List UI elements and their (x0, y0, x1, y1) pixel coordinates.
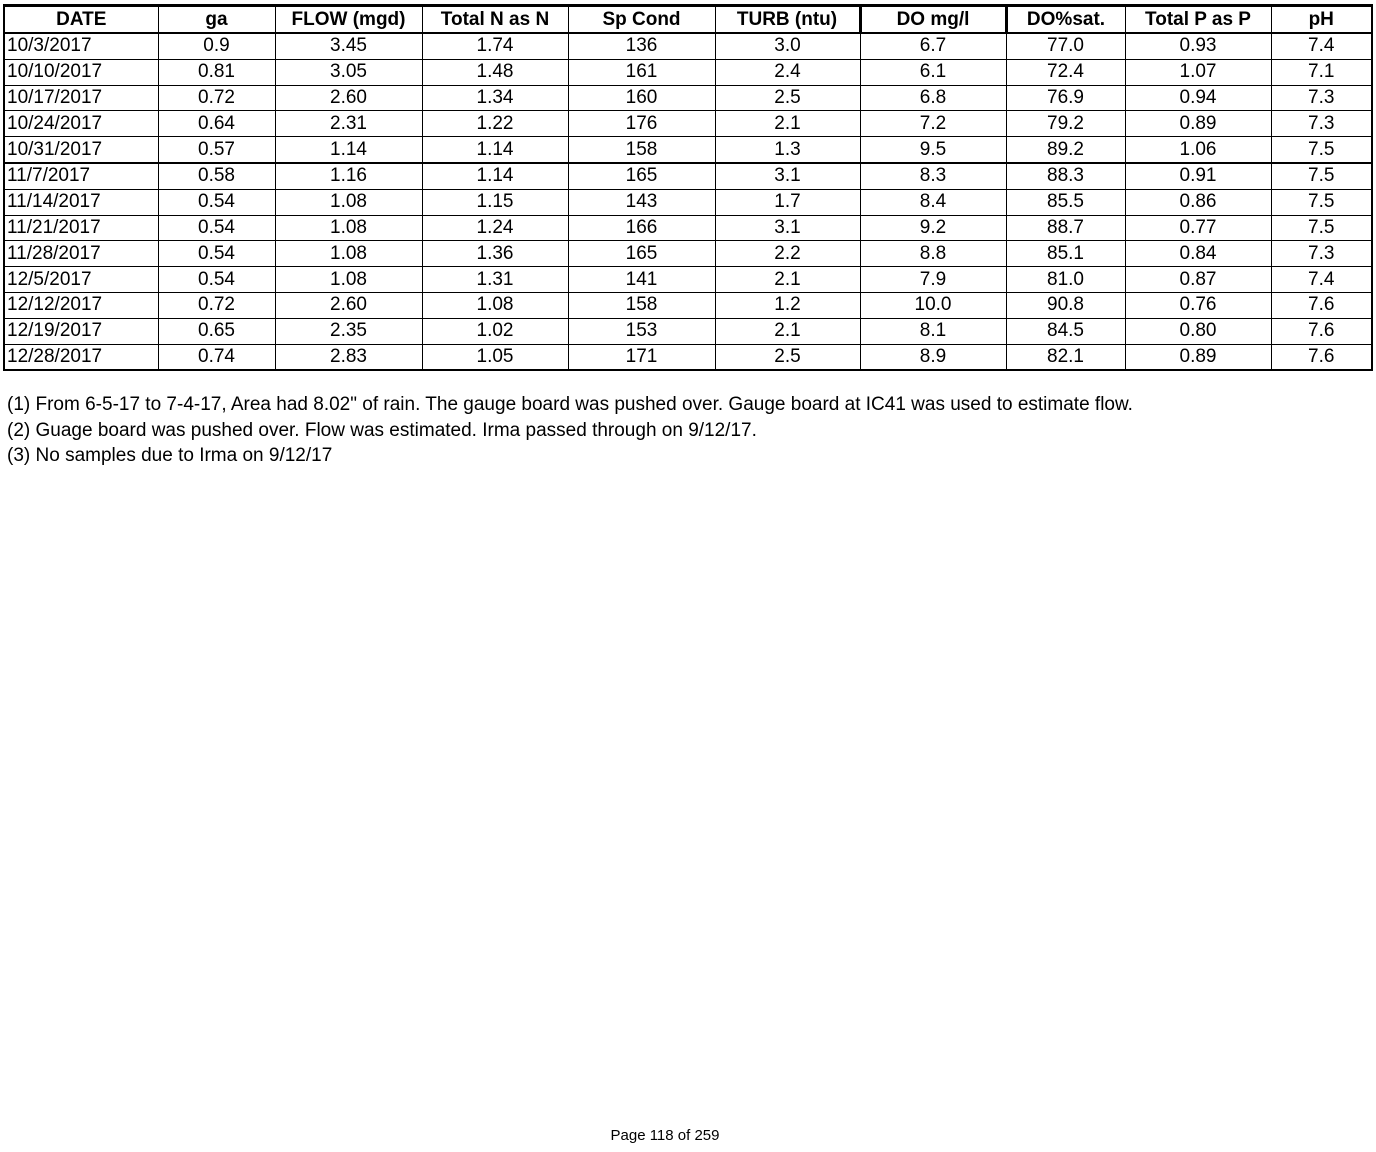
cell-ga: 0.58 (158, 163, 275, 189)
cell-flow: 2.35 (275, 318, 422, 344)
cell-total-n: 1.34 (422, 85, 568, 111)
cell-date: 11/7/2017 (4, 163, 158, 189)
cell-do-sat: 81.0 (1006, 267, 1125, 293)
cell-turb: 3.1 (715, 163, 860, 189)
cell-ph: 7.6 (1271, 344, 1372, 370)
cell-ph: 7.5 (1271, 137, 1372, 163)
cell-ga: 0.74 (158, 344, 275, 370)
cell-flow: 2.60 (275, 85, 422, 111)
table-row (4, 85, 1372, 111)
cell-sp-cond: 158 (568, 292, 715, 318)
cell-do-sat: 77.0 (1006, 33, 1125, 59)
column-header-do-mgl: DO mg/l (860, 6, 1006, 34)
cell-ph: 7.6 (1271, 318, 1372, 344)
table-row (4, 137, 1372, 163)
cell-date: 10/17/2017 (4, 85, 158, 111)
cell-turb: 2.2 (715, 241, 860, 267)
cell-turb: 1.3 (715, 137, 860, 163)
cell-ph: 7.4 (1271, 267, 1372, 293)
table-row (4, 111, 1372, 137)
cell-ga: 0.65 (158, 318, 275, 344)
cell-turb: 1.7 (715, 189, 860, 215)
cell-total-p: 0.93 (1125, 33, 1271, 59)
cell-do-sat: 84.5 (1006, 318, 1125, 344)
cell-sp-cond: 153 (568, 318, 715, 344)
cell-sp-cond: 160 (568, 85, 715, 111)
table-row (4, 215, 1372, 241)
cell-ph: 7.6 (1271, 292, 1372, 318)
cell-total-p: 0.91 (1125, 163, 1271, 189)
table-row (4, 267, 1372, 293)
cell-ga: 0.54 (158, 267, 275, 293)
cell-total-p: 0.89 (1125, 344, 1271, 370)
cell-date: 10/24/2017 (4, 111, 158, 137)
cell-ga: 0.9 (158, 33, 275, 59)
footnote-2: (2) Guage board was pushed over. Flow was estimated. Irma passed through on 9/12/17. (7, 419, 757, 441)
cell-flow: 1.16 (275, 163, 422, 189)
table-row (4, 163, 1372, 189)
cell-total-n: 1.36 (422, 241, 568, 267)
cell-sp-cond: 171 (568, 344, 715, 370)
cell-do-sat: 90.8 (1006, 292, 1125, 318)
column-header-do-sat: DO%sat. (1006, 6, 1125, 34)
cell-do-mgl: 6.8 (860, 85, 1006, 111)
cell-flow: 2.31 (275, 111, 422, 137)
footnote-3: (3) No samples due to Irma on 9/12/17 (7, 445, 333, 467)
cell-sp-cond: 158 (568, 137, 715, 163)
table-row (4, 33, 1372, 59)
cell-turb: 1.2 (715, 292, 860, 318)
cell-flow: 2.83 (275, 344, 422, 370)
cell-sp-cond: 141 (568, 267, 715, 293)
cell-turb: 2.5 (715, 85, 860, 111)
table-row (4, 292, 1372, 318)
cell-flow: 1.08 (275, 215, 422, 241)
cell-ga: 0.72 (158, 85, 275, 111)
cell-ga: 0.81 (158, 59, 275, 85)
cell-total-p: 0.94 (1125, 85, 1271, 111)
cell-do-sat: 89.2 (1006, 137, 1125, 163)
cell-total-n: 1.24 (422, 215, 568, 241)
cell-ga: 0.57 (158, 137, 275, 163)
cell-ga: 0.54 (158, 215, 275, 241)
cell-do-sat: 72.4 (1006, 59, 1125, 85)
cell-do-sat: 85.1 (1006, 241, 1125, 267)
cell-total-p: 0.77 (1125, 215, 1271, 241)
cell-sp-cond: 136 (568, 33, 715, 59)
cell-total-p: 0.84 (1125, 241, 1271, 267)
cell-ph: 7.5 (1271, 215, 1372, 241)
table-body (4, 33, 1372, 370)
cell-do-mgl: 9.5 (860, 137, 1006, 163)
cell-ga: 0.54 (158, 241, 275, 267)
cell-total-n: 1.15 (422, 189, 568, 215)
cell-turb: 2.1 (715, 111, 860, 137)
footnotes (7, 392, 1133, 469)
cell-do-mgl: 8.4 (860, 189, 1006, 215)
cell-sp-cond: 176 (568, 111, 715, 137)
cell-total-n: 1.08 (422, 292, 568, 318)
cell-ph: 7.5 (1271, 163, 1372, 189)
cell-total-p: 0.86 (1125, 189, 1271, 215)
cell-date: 11/28/2017 (4, 241, 158, 267)
cell-ph: 7.3 (1271, 241, 1372, 267)
cell-do-mgl: 6.7 (860, 33, 1006, 59)
cell-date: 12/12/2017 (4, 292, 158, 318)
column-header-ph: pH (1271, 6, 1372, 34)
table-row (4, 344, 1372, 370)
page-number: Page 118 of 259 (610, 1127, 720, 1144)
cell-flow: 3.45 (275, 33, 422, 59)
cell-total-p: 1.07 (1125, 59, 1271, 85)
cell-date: 10/31/2017 (4, 137, 158, 163)
cell-sp-cond: 161 (568, 59, 715, 85)
cell-ph: 7.5 (1271, 189, 1372, 215)
cell-do-mgl: 6.1 (860, 59, 1006, 85)
water-quality-table (3, 4, 1373, 371)
cell-ga: 0.64 (158, 111, 275, 137)
table-row (4, 318, 1372, 344)
cell-do-mgl: 9.2 (860, 215, 1006, 241)
cell-ga: 0.72 (158, 292, 275, 318)
cell-total-n: 1.14 (422, 163, 568, 189)
cell-do-sat: 85.5 (1006, 189, 1125, 215)
cell-flow: 1.08 (275, 267, 422, 293)
cell-do-sat: 88.3 (1006, 163, 1125, 189)
column-header-total-n: Total N as N (422, 6, 568, 34)
column-header-sp-cond: Sp Cond (568, 6, 715, 34)
cell-total-n: 1.05 (422, 344, 568, 370)
cell-total-n: 1.48 (422, 59, 568, 85)
cell-do-mgl: 8.1 (860, 318, 1006, 344)
cell-ph: 7.3 (1271, 111, 1372, 137)
cell-total-p: 0.87 (1125, 267, 1271, 293)
cell-total-n: 1.22 (422, 111, 568, 137)
cell-total-p: 0.80 (1125, 318, 1271, 344)
footnote-1: (1) From 6-5-17 to 7-4-17, Area had 8.02" of rain. The gauge board was pushed over. Gauge board at IC41 was used to estimate flow. (7, 394, 1133, 415)
table-row (4, 189, 1372, 215)
cell-date: 12/19/2017 (4, 318, 158, 344)
column-header-total-p: Total P as P (1125, 6, 1271, 34)
cell-flow: 1.14 (275, 137, 422, 163)
cell-total-p: 1.06 (1125, 137, 1271, 163)
cell-date: 11/21/2017 (4, 215, 158, 241)
cell-ph: 7.1 (1271, 59, 1372, 85)
cell-ph: 7.3 (1271, 85, 1372, 111)
cell-do-sat: 88.7 (1006, 215, 1125, 241)
table-header-row (4, 6, 1372, 34)
cell-total-p: 0.89 (1125, 111, 1271, 137)
cell-flow: 1.08 (275, 189, 422, 215)
cell-do-mgl: 8.8 (860, 241, 1006, 267)
cell-sp-cond: 143 (568, 189, 715, 215)
cell-flow: 3.05 (275, 59, 422, 85)
cell-do-mgl: 7.9 (860, 267, 1006, 293)
cell-date: 10/3/2017 (4, 33, 158, 59)
cell-do-sat: 76.9 (1006, 85, 1125, 111)
cell-date: 11/14/2017 (4, 189, 158, 215)
cell-turb: 3.1 (715, 215, 860, 241)
column-header-ga: ga (158, 6, 275, 34)
cell-do-sat: 79.2 (1006, 111, 1125, 137)
cell-do-mgl: 8.9 (860, 344, 1006, 370)
cell-total-p: 0.76 (1125, 292, 1271, 318)
column-header-date: DATE (4, 6, 158, 34)
cell-flow: 1.08 (275, 241, 422, 267)
cell-total-n: 1.14 (422, 137, 568, 163)
column-header-flow: FLOW (mgd) (275, 6, 422, 34)
cell-do-sat: 82.1 (1006, 344, 1125, 370)
cell-ga: 0.54 (158, 189, 275, 215)
cell-sp-cond: 165 (568, 241, 715, 267)
cell-total-n: 1.02 (422, 318, 568, 344)
cell-turb: 2.5 (715, 344, 860, 370)
cell-sp-cond: 166 (568, 215, 715, 241)
cell-turb: 3.0 (715, 33, 860, 59)
cell-turb: 2.1 (715, 318, 860, 344)
cell-flow: 2.60 (275, 292, 422, 318)
cell-do-mgl: 8.3 (860, 163, 1006, 189)
cell-date: 12/28/2017 (4, 344, 158, 370)
cell-do-mgl: 7.2 (860, 111, 1006, 137)
cell-turb: 2.4 (715, 59, 860, 85)
cell-turb: 2.1 (715, 267, 860, 293)
cell-ph: 7.4 (1271, 33, 1372, 59)
cell-date: 10/10/2017 (4, 59, 158, 85)
column-header-turb: TURB (ntu) (715, 6, 860, 34)
cell-do-mgl: 10.0 (860, 292, 1006, 318)
table-row (4, 59, 1372, 85)
cell-total-n: 1.31 (422, 267, 568, 293)
cell-total-n: 1.74 (422, 33, 568, 59)
cell-sp-cond: 165 (568, 163, 715, 189)
table-row (4, 241, 1372, 267)
cell-date: 12/5/2017 (4, 267, 158, 293)
